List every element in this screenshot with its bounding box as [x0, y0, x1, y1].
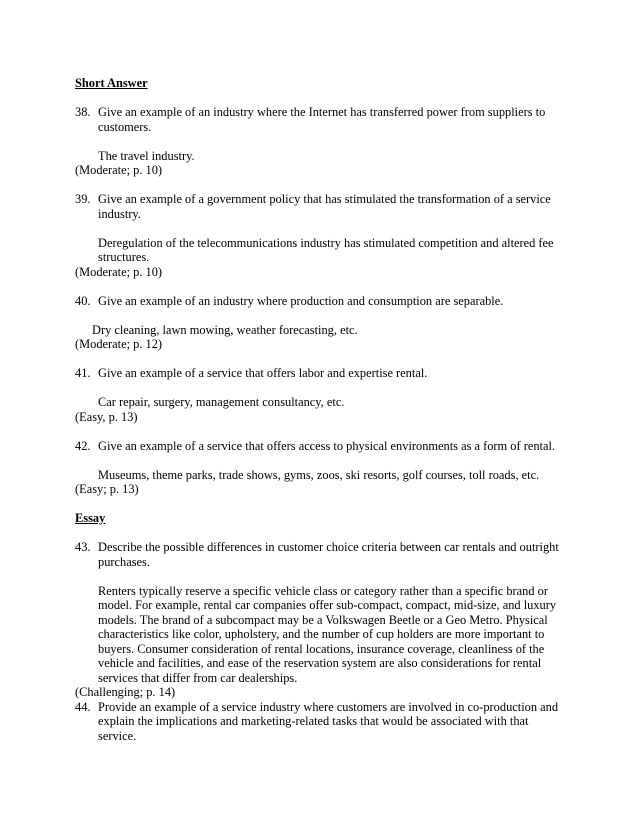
question-40	[75, 294, 567, 309]
question-text: Give an example of a government policy that has stimulated the transformation of a service industry.	[98, 192, 551, 221]
question-number: 41.	[75, 366, 91, 380]
answer-text: Car repair, surgery, management consultancy, etc.	[98, 395, 345, 409]
question-42	[75, 439, 567, 454]
question-item-43	[75, 540, 567, 700]
question-number: 40.	[75, 293, 91, 308]
question-text: Give an example of a service that offers labor and expertise rental.	[98, 366, 428, 380]
question-item-39	[75, 192, 567, 279]
question-item-42	[75, 439, 567, 497]
question-number: 38.	[75, 105, 91, 119]
question-text: Provide an example of a service industry where customers are involved in co-production and explain the implications and marketing-related tasks that would be associated with that service.	[98, 699, 559, 743]
question-39	[75, 192, 567, 221]
citation: (Moderate; p. 10)	[75, 264, 163, 279]
question-item-41	[75, 366, 567, 424]
question-number: 43.	[75, 540, 91, 554]
question-item-44	[75, 700, 567, 744]
question-number: 39.	[75, 192, 91, 206]
question-text: Describe the possible differences in customer choice criteria between car rentals and outright purchases.	[98, 540, 559, 569]
answer-text: The travel industry.	[98, 148, 195, 163]
section-essay	[75, 511, 567, 743]
answer-text: Dry cleaning, lawn mowing, weather forecasting, etc.	[92, 322, 358, 337]
question-item-38	[75, 105, 567, 178]
answer-text: Deregulation of the telecommunications industry has stimulated competition and altered fee structures.	[98, 235, 554, 264]
question-41	[75, 366, 567, 381]
section-heading-short-answer: Short Answer	[75, 76, 148, 90]
answer-text: Museums, theme parks, trade shows, gyms, zoos, ski resorts, golf courses, toll roads, etc.	[98, 467, 540, 482]
citation: (Moderate; p. 10)	[75, 163, 163, 177]
question-38	[75, 105, 567, 134]
citation: (Challenging; p. 14)	[75, 685, 176, 699]
question-text: Give an example of an industry where the Internet has transferred power from suppliers to customers.	[98, 105, 546, 134]
question-44	[75, 700, 567, 744]
citation: (Easy; p. 13)	[75, 482, 139, 496]
question-text: Give an example of a service that offers access to physical environments as a form of rental.	[98, 438, 556, 453]
question-text: Give an example of an industry where production and consumption are separable.	[98, 293, 504, 308]
section-short-answer	[75, 76, 567, 497]
question-number: 44.	[75, 699, 91, 714]
citation: (Easy, p. 13)	[75, 409, 138, 424]
citation: (Moderate; p. 12)	[75, 337, 163, 351]
question-43	[75, 540, 567, 569]
question-number: 42.	[75, 438, 91, 453]
question-item-40	[75, 294, 567, 352]
section-heading-essay: Essay	[75, 511, 106, 525]
answer-text: Renters typically reserve a specific vehicle class or category rather than a specific brand or model. For example, rental car companies offer sub-compact, compact, mid-size, and luxury models. The brand of a subcompact may be a Volkswagen Beetle or a Geo Metro. Physical characteristics like color, upholstery, and the number of cup holders are more important to buyers. Consumer consideration of rental locations, insurance coverage, cleanliness of the vehicle and facilities, and ease of the reservation system are also considerations for rental services that differ from car dealerships.	[98, 583, 557, 685]
